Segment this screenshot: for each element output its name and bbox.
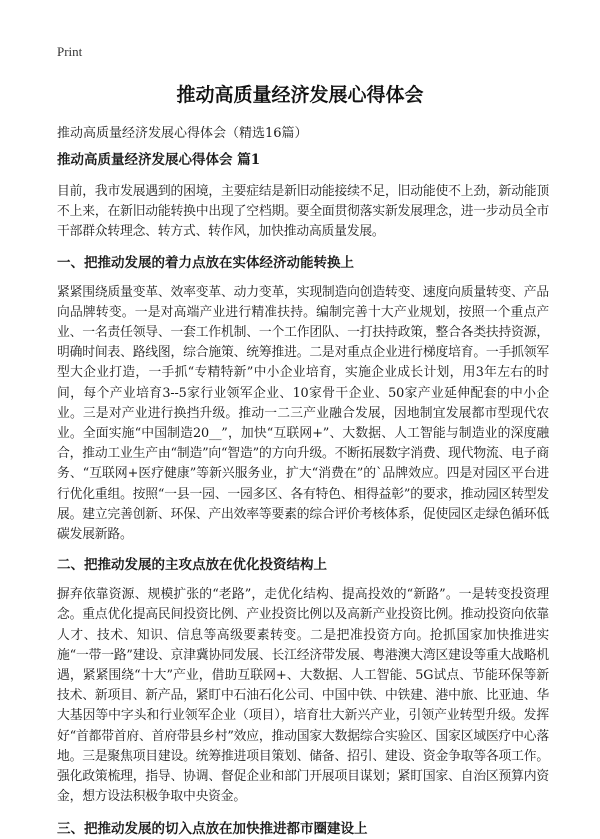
section-heading-3: 三、把推动发展的切入点放在加快推进都市圈建设上 (57, 821, 368, 838)
section-paragraph-2: 摒弃依靠资源、规模扩张的“老路”，走优化结构、提高投效的“新路”。一是转变投资理念。重点优化提高民间投资比例、产业投资比例以及高新产业投资比例。推动投资向依靠人才、技术、知识、信息等高级要素转变。二是把准投资方向。抢抓国家加快推进实施“一带一路”建设、京津冀协同发展、长江经济带发展、粤港澳大湾区建设等重大战略机遇，紧紧围绕“十大”产业，借助互联网+、大数据、人工智能、5G试点、节能环保等新技术、新项目、新产品，紧盯中石油石化公司、中国中铁、中铁建、港中旅、比亚迪、华大基因等中字头和行业领军企业（项目），培育壮大新兴产业，引领产业转型升级。发挥好“首都带首府、首府带县乡村”效应，推动国家大数据综合实验区、国家区域医疗中心落地。三是聚焦项目建设。统筹推进项目策划、储备、招引、建设、资金争取等各项工作。强化政策梳理，指导、协调、督促企业和部门开展项目谋划；紧盯国家、自治区预算内资金，想方设法积极争取中央资金。 (57, 587, 549, 805)
section-heading-2: 二、把推动发展的主攻点放在优化投资结构上 (57, 557, 327, 574)
section-paragraph-1: 紧紧围绕质量变革、效率变革、动力变革，实现制造向创造转变、速度向质量转变、产品向品牌转变。一是对高端产业进行精准扶持。编制完善十大产业规划，按照一个重点产业、一名责任领导、一套工作机制、一个工作团队、一打扶持政策，整合各类扶持资源，明确时间表、路线图，综合施策、统筹推进。二是对重点企业进行梯度培育。一手抓领军型大企业打造，一手抓“专精特新”中小企业培育，实施企业成长计划，用3年左右的时间，每个产业培育3--5家行业领军企业、10家骨干企业、50家产业延伸配套的中小企业。三是对产业进行换挡升级。推动一二三产业融合发展，因地制宜发展都市型现代农业。全面实施“中国制造20__”，加快“互联网+”、大数据、人工智能与制造业的深度融合，推动工业生产由“制造”向“智造”的方向升级。不断拓展数字消费、现代物流、电子商务、“互联网+医疗健康”等新兴服务业，扩大“消费在”的`品牌效应。四是对园区平台进行优化重组。按照“一县一园、一园多区、各有特色、相得益彰”的要求，推动园区转型发展。建立完善创新、环保、产出效率等要素的综合评价考核体系，促使园区走绿色循环低碳发展新路。 (57, 284, 549, 543)
document-subtitle: 推动高质量经济发展心得体会（精选16篇） (57, 126, 308, 141)
article-heading: 推动高质量经济发展心得体会 篇1 (57, 152, 261, 168)
article-body (57, 150, 549, 839)
page-title: 推动高质量经济发展心得体会 (176, 84, 424, 106)
section-heading-1: 一、把推动发展的着力点放在实体经济动能转换上 (57, 254, 354, 271)
print-link[interactable]: Print (57, 44, 83, 59)
intro-paragraph: 目前，我市发展遇到的困境，主要症结是新旧动能接续不足，旧动能使不上劲，新动能顶不上来，在新旧动能转换中出现了空档期。要全面贯彻落实新发展理念，进一步动员全市干部群众转理念、转方式、转作风，加快推动高质量发展。 (57, 184, 549, 240)
